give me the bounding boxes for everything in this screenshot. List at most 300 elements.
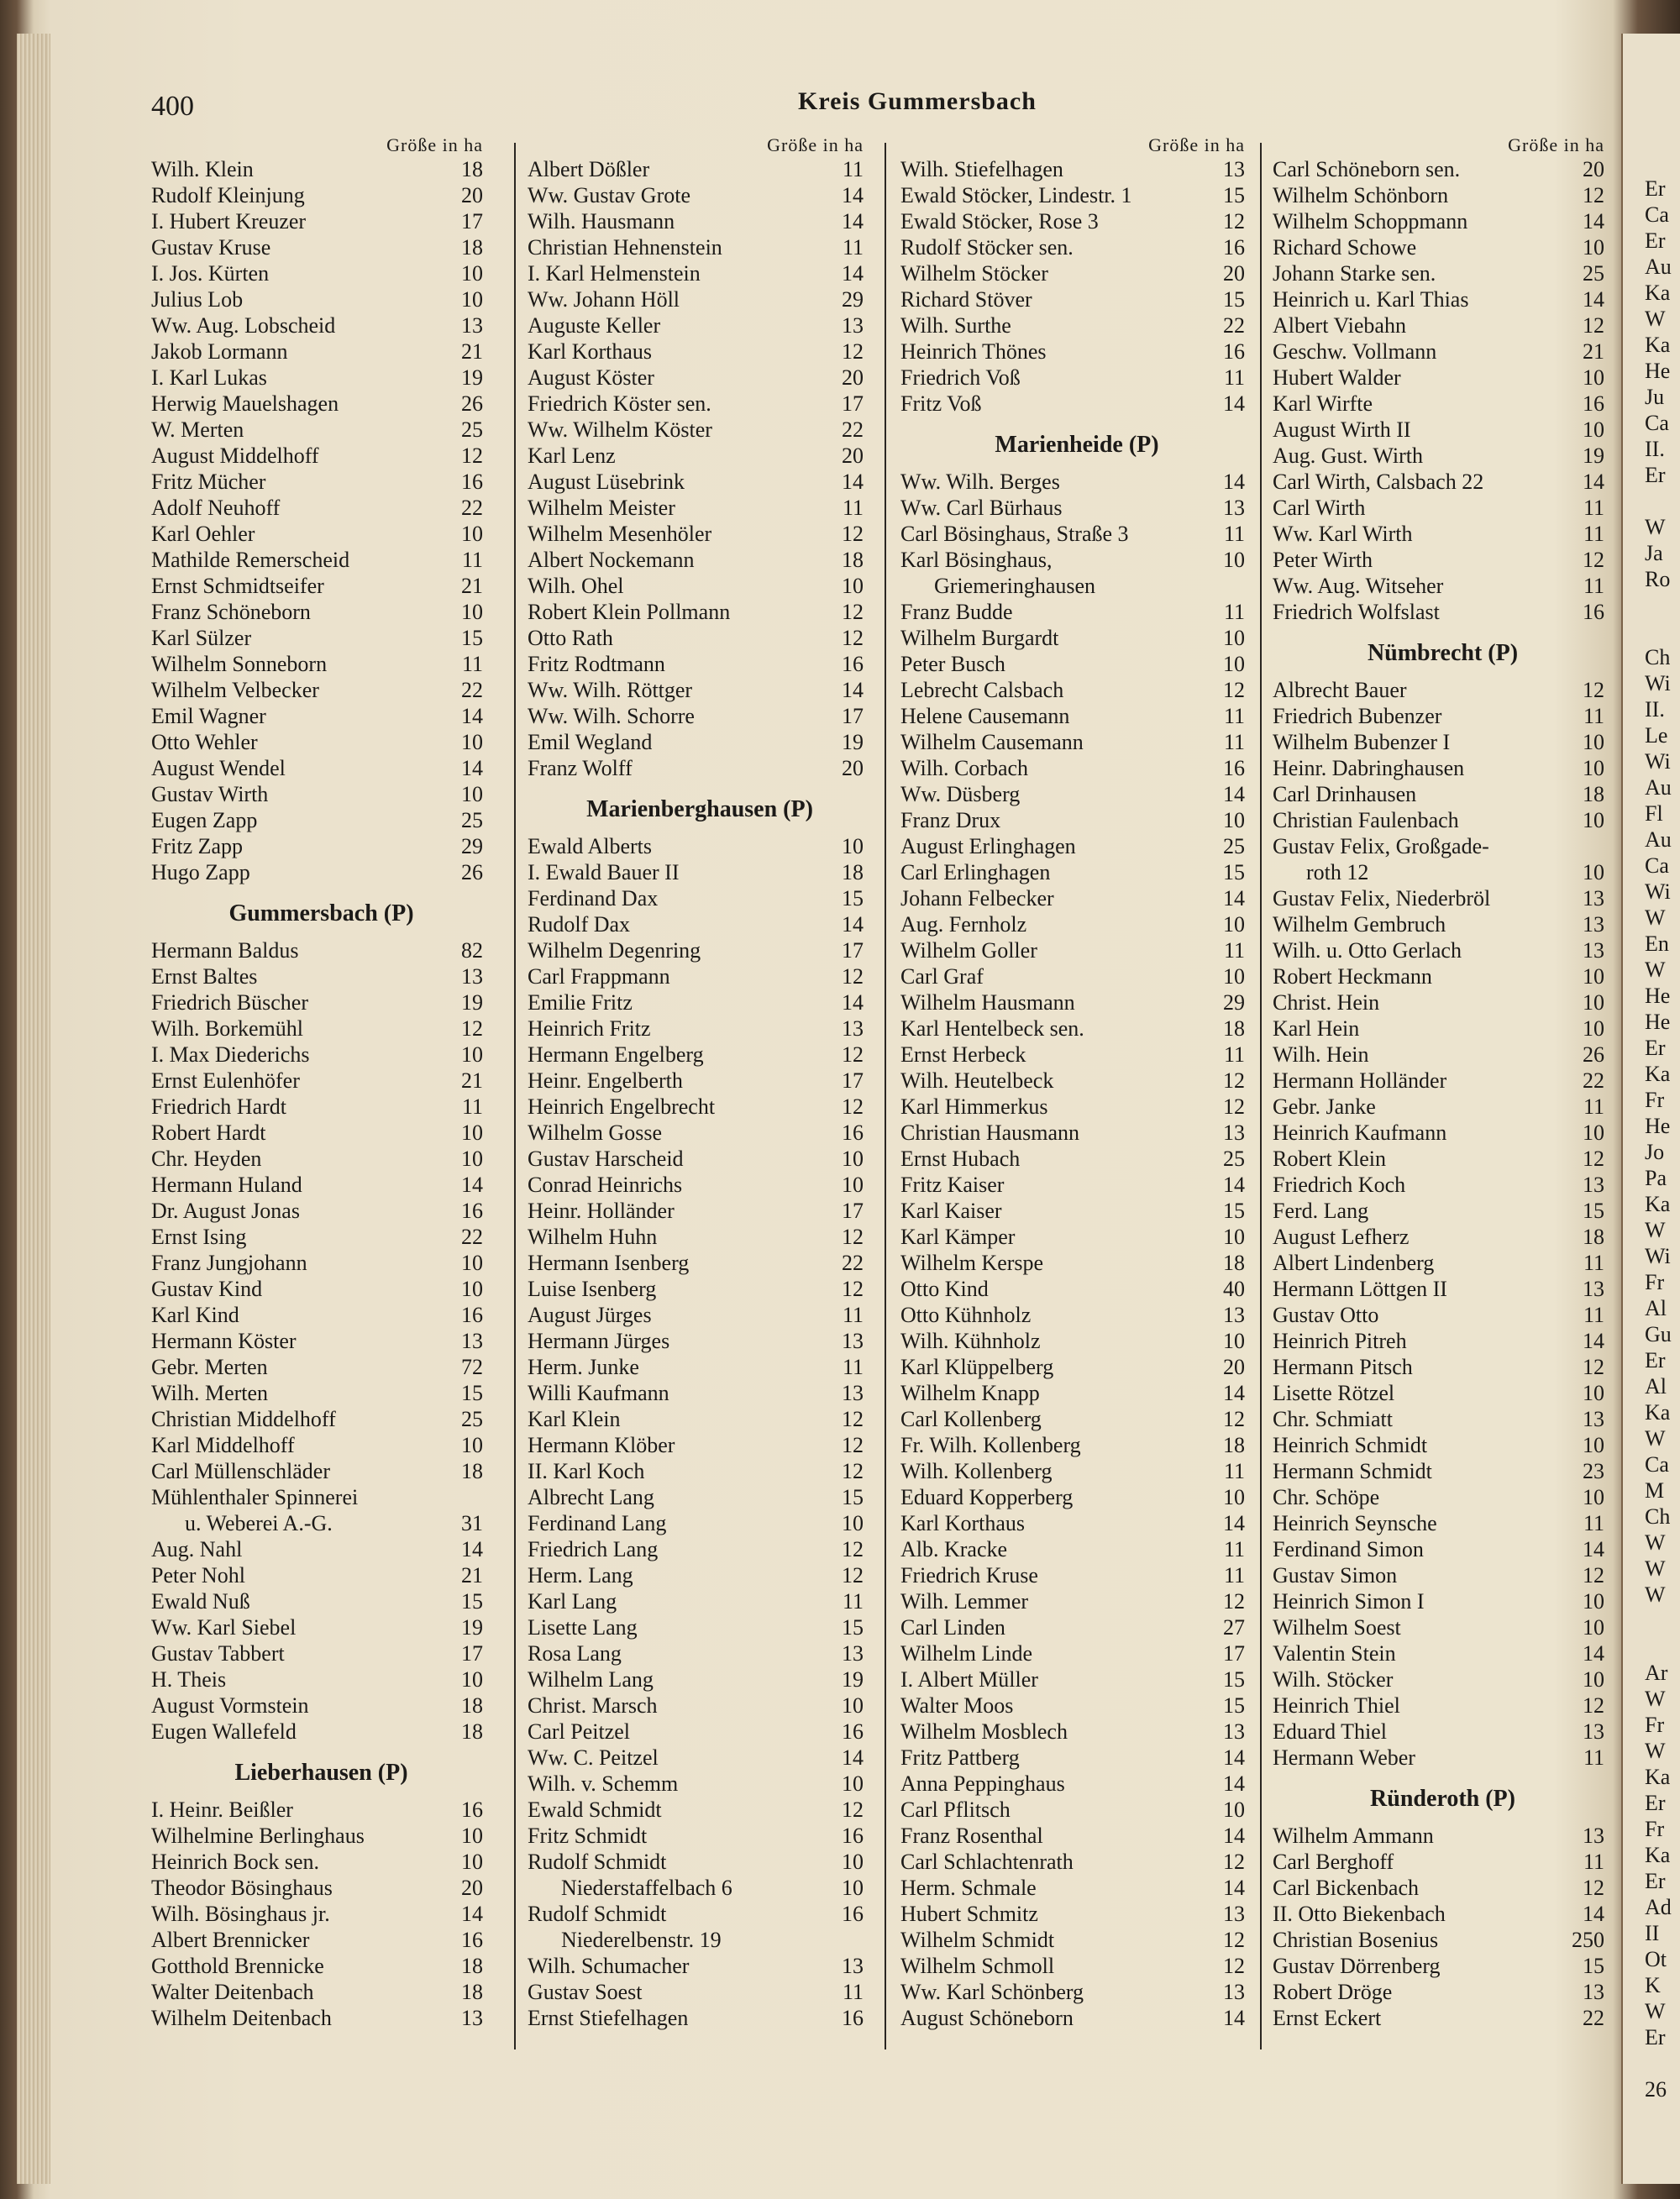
area-ha: 10 [1223, 964, 1245, 989]
list-item [151, 1588, 491, 1614]
facing-page-text: W [1645, 1530, 1666, 1555]
owner-name: Wilh. Hein [1273, 1042, 1369, 1067]
area-ha: 22 [461, 678, 483, 702]
list-item [1273, 911, 1613, 937]
owner-name: Carl Erlinghagen [900, 860, 1051, 884]
owner-name: Ww. Wilh. Berges [900, 470, 1060, 494]
list-item [151, 1068, 491, 1094]
list-item [151, 1406, 491, 1432]
list-item [1273, 1979, 1613, 2005]
list-item [528, 1406, 872, 1432]
list-item [528, 156, 872, 182]
facing-page-text: Ch [1645, 1504, 1671, 1529]
list-item [900, 781, 1253, 807]
list-item [151, 1562, 491, 1588]
owner-name: Wilhelm Mesenhöler [528, 522, 712, 546]
list-item [900, 1875, 1253, 1901]
owner-name: Christ. Marsch [528, 1693, 658, 1718]
area-ha: 10 [1583, 1433, 1604, 1457]
area-ha: 16 [842, 2006, 864, 2030]
list-item [528, 469, 872, 495]
area-ha: 13 [461, 964, 483, 989]
area-ha: 14 [842, 261, 864, 286]
list-item [528, 521, 872, 547]
list-item [528, 1328, 872, 1354]
list-item [900, 1562, 1253, 1588]
column-header: Größe in ha [1508, 134, 1604, 155]
area-ha: 12 [842, 1798, 864, 1822]
owner-name: Hermann Pitsch [1273, 1355, 1413, 1379]
list-item [528, 339, 872, 365]
owner-name: August Lüsebrink [528, 470, 685, 494]
area-ha: 10 [1583, 1667, 1604, 1692]
area-ha: 10 [1583, 1589, 1604, 1614]
column-4 [1273, 134, 1613, 2049]
area-ha: 14 [842, 183, 864, 207]
owner-name: Karl Sülzer [151, 626, 252, 650]
list-item [151, 1146, 491, 1172]
owner-name: Fr. Wilh. Kollenberg [900, 1433, 1081, 1457]
list-item [1273, 312, 1613, 339]
owner-name: Heinrich Fritz [528, 1016, 651, 1041]
list-item [1273, 365, 1613, 391]
area-ha: 16 [842, 1902, 864, 1926]
list-item [1273, 1198, 1613, 1224]
facing-page-text: Fr [1645, 1713, 1665, 1737]
list-item [900, 1588, 1253, 1614]
area-ha: 18 [461, 157, 483, 181]
list-item [1273, 1406, 1613, 1432]
area-ha: 18 [461, 1459, 483, 1483]
list-item [528, 208, 872, 234]
list-item [151, 443, 491, 469]
list-item [900, 807, 1253, 833]
area-ha: 19 [1583, 443, 1604, 468]
area-ha: 18 [1223, 1251, 1245, 1275]
area-ha: 14 [1223, 886, 1245, 911]
owner-name: Mühlenthaler Spinnerei [151, 1485, 359, 1509]
running-head: Kreis Gummersbach [798, 87, 1037, 115]
owner-name: Herwig Mauelshagen [151, 391, 339, 416]
area-ha: 14 [1223, 1771, 1245, 1796]
area-ha: 12 [1223, 678, 1245, 702]
list-item [900, 1250, 1253, 1276]
area-ha: 10 [1223, 548, 1245, 572]
area-ha: 18 [461, 1980, 483, 2004]
facing-page-text: Au [1645, 255, 1672, 279]
list-item [1273, 1849, 1613, 1875]
list-item [1273, 729, 1613, 755]
column-1 [151, 134, 491, 2049]
facing-page-text: W [1645, 1739, 1666, 1763]
owner-name: Ferdinand Simon [1273, 1537, 1424, 1561]
area-ha: 15 [1223, 1693, 1245, 1718]
owner-name: Carl Frappmann [528, 964, 670, 989]
owner-name: Wilh. Ohel [528, 574, 624, 598]
list-item [151, 469, 491, 495]
list-item [528, 234, 872, 260]
owner-name: Karl Hein [1273, 1016, 1360, 1041]
owner-name: Ernst Eulenhöfer [151, 1068, 300, 1093]
list-item [528, 443, 872, 469]
owner-name: I. Karl Helmenstein [528, 261, 701, 286]
owner-name: August Wendel [151, 756, 286, 780]
list-item [1273, 937, 1613, 963]
list-item [1273, 1823, 1613, 1849]
owner-name: I. Ewald Bauer II [528, 860, 680, 884]
facing-page-text: Fr [1645, 1088, 1665, 1112]
owner-name: Ewald Stöcker, Rose 3 [900, 209, 1099, 234]
list-item [151, 1901, 491, 1927]
list-item [1273, 495, 1613, 521]
area-ha: 13 [1223, 157, 1245, 181]
list-item [1273, 1172, 1613, 1198]
list-item [151, 339, 491, 365]
area-ha: 10 [461, 522, 483, 546]
owner-name: Otto Wehler [151, 730, 258, 754]
area-ha: 23 [1583, 1459, 1604, 1483]
list-item [900, 391, 1253, 417]
area-ha: 20 [1583, 157, 1604, 181]
owner-name: Robert Klein Pollmann [528, 600, 731, 624]
area-ha: 14 [842, 912, 864, 937]
area-ha: 22 [842, 417, 864, 442]
list-item [151, 1042, 491, 1068]
list-item [151, 1302, 491, 1328]
list-item [1273, 755, 1613, 781]
area-ha: 10 [842, 1693, 864, 1718]
owner-name: August Vormstein [151, 1693, 309, 1718]
facing-page-text: Pa [1645, 1166, 1667, 1190]
list-item [151, 1693, 491, 1719]
area-ha: 14 [842, 678, 864, 702]
list-item [900, 937, 1253, 963]
list-item [528, 1016, 872, 1042]
list-item [151, 1875, 491, 1901]
area-ha: 72 [461, 1355, 483, 1379]
area-ha: 27 [1223, 1615, 1245, 1640]
area-ha: 13 [461, 313, 483, 338]
list-item [151, 521, 491, 547]
area-ha: 10 [1223, 912, 1245, 937]
list-item [151, 365, 491, 391]
facing-page-text: Wi [1645, 1244, 1671, 1268]
list-item [528, 365, 872, 391]
area-ha: 21 [461, 1563, 483, 1588]
owner-name: Walter Deitenbach [151, 1980, 314, 2004]
facing-page-text: Ka [1645, 1192, 1671, 1216]
facing-page-text: Er [1645, 1869, 1666, 1893]
area-ha: 14 [842, 470, 864, 494]
owner-name: Karl Wirfte [1273, 391, 1373, 416]
area-ha: 14 [1583, 1537, 1604, 1561]
area-ha: 10 [461, 600, 483, 624]
list-item [528, 1771, 872, 1797]
owner-name: Herm. Schmale [900, 1876, 1037, 1900]
area-ha: 13 [1223, 1902, 1245, 1926]
list-item [151, 937, 491, 963]
area-ha: 10 [461, 1251, 483, 1275]
area-ha: 15 [1223, 183, 1245, 207]
list-item [528, 1484, 872, 1510]
facing-page-text: Ot [1645, 1947, 1667, 1971]
area-ha: 17 [842, 1199, 864, 1223]
owner-name: Peter Busch [900, 652, 1005, 676]
owner-name: Ewald Schmidt [528, 1798, 662, 1822]
owner-name: W. Merten [151, 417, 244, 442]
area-ha: 11 [1583, 1850, 1604, 1874]
area-ha: 22 [1223, 313, 1245, 338]
area-ha: 18 [1583, 782, 1604, 806]
facing-page-text: He [1645, 1010, 1671, 1034]
list-item [151, 755, 491, 781]
list-item [528, 1302, 872, 1328]
list-item [151, 989, 491, 1016]
area-ha: 13 [1583, 912, 1604, 937]
area-ha: 10 [461, 261, 483, 286]
area-ha: 11 [1583, 1303, 1604, 1327]
owner-name: Hermann Klöber [528, 1433, 675, 1457]
owner-name: Eugen Wallefeld [151, 1719, 297, 1744]
list-item [1273, 1562, 1613, 1588]
owner-name: Christian Faulenbach [1273, 808, 1459, 832]
area-ha: 10 [1583, 1485, 1604, 1509]
area-ha: 12 [842, 1537, 864, 1561]
list-item [528, 2005, 872, 2031]
area-ha: 17 [842, 1068, 864, 1093]
owner-name: Wilh. Surthe [900, 313, 1011, 338]
facing-page-text: Er [1645, 1348, 1666, 1372]
list-item [528, 1068, 872, 1094]
owner-name: Ww. Gustav Grote [528, 183, 690, 207]
owner-name: August Erlinghagen [900, 834, 1076, 858]
area-ha: 13 [1583, 1719, 1604, 1744]
list-item [1273, 1250, 1613, 1276]
page-edge-stack [17, 34, 50, 2184]
list-item [900, 521, 1253, 547]
area-ha: 11 [1223, 600, 1245, 624]
owner-name: Wilhelm Causemann [900, 730, 1084, 754]
area-ha: 13 [1223, 1120, 1245, 1145]
list-item [528, 1536, 872, 1562]
area-ha: 13 [842, 1954, 864, 1978]
list-item [528, 1172, 872, 1198]
area-ha: 11 [461, 548, 483, 572]
facing-page-text: II [1645, 1921, 1660, 1945]
list-item [1273, 573, 1613, 599]
area-ha: 13 [842, 313, 864, 338]
list-item [900, 1328, 1253, 1354]
owner-name: Ernst Stiefelhagen [528, 2006, 689, 2030]
area-ha: 14 [842, 1745, 864, 1770]
owner-name: Eduard Thiel [1273, 1719, 1387, 1744]
area-ha: 14 [1583, 209, 1604, 234]
area-ha: 12 [1583, 1876, 1604, 1900]
owner-name: Heinrich Kaufmann [1273, 1120, 1447, 1145]
list-item [1273, 963, 1613, 989]
area-ha: 10 [842, 1850, 864, 1874]
owner-name: Lisette Rötzel [1273, 1381, 1395, 1405]
list-item [528, 1562, 872, 1588]
owner-name: u. Weberei A.-G. [185, 1511, 333, 1535]
owner-name: Carl Pflitsch [900, 1798, 1011, 1822]
list-item [1273, 1328, 1613, 1354]
owner-name: Adolf Neuhoff [151, 496, 281, 520]
owner-name: Rudolf Stöcker sen. [900, 235, 1074, 260]
owner-name: Fritz Pattberg [900, 1745, 1020, 1770]
owner-name: Heinrich Schmidt [1273, 1433, 1428, 1457]
owner-name: Ww. Karl Schönberg [900, 1980, 1084, 2004]
area-ha: 12 [842, 522, 864, 546]
list-item [900, 859, 1253, 885]
facing-page-text: Ka [1645, 1062, 1671, 1086]
list-item [900, 1042, 1253, 1068]
area-ha: 12 [842, 1042, 864, 1067]
list-item [1273, 1380, 1613, 1406]
list-item [900, 495, 1253, 521]
list-item [151, 625, 491, 651]
area-ha: 25 [461, 808, 483, 832]
list-item [528, 260, 872, 286]
owner-name: H. Theis [151, 1667, 227, 1692]
area-ha: 18 [1223, 1016, 1245, 1041]
owner-name: Emilie Fritz [528, 990, 633, 1015]
owner-name: II. Otto Biekenbach [1273, 1902, 1446, 1926]
list-item [151, 651, 491, 677]
list-item [151, 1380, 491, 1406]
list-item [151, 1094, 491, 1120]
owner-name: I. Hubert Kreuzer [151, 209, 307, 234]
list-item [900, 260, 1253, 286]
owner-name: Heinrich Pitreh [1273, 1329, 1407, 1353]
list-item [151, 182, 491, 208]
list-item [900, 312, 1253, 339]
area-ha: 22 [461, 1225, 483, 1249]
section-heading: Lieberhausen (P) [234, 1760, 408, 1787]
list-item [151, 1276, 491, 1302]
page-header [0, 84, 1680, 122]
owner-name: Friedrich Köster sen. [528, 391, 711, 416]
list-item [900, 833, 1253, 859]
list-item [1273, 469, 1613, 495]
owner-name: Ww. Wilhelm Köster [528, 417, 712, 442]
owner-name: Wilhelm Schoppmann [1273, 209, 1468, 234]
facing-page-text: Ja [1645, 541, 1663, 565]
owner-name: Ww. Düsberg [900, 782, 1021, 806]
list-item [900, 469, 1253, 495]
section-heading: Marienberghausen (P) [586, 796, 813, 823]
area-ha: 12 [1583, 313, 1604, 338]
owner-name: Albert Lindenberg [1273, 1251, 1435, 1275]
list-item [528, 1146, 872, 1172]
list-item [900, 339, 1253, 365]
area-ha: 11 [842, 157, 864, 181]
list-item [900, 1797, 1253, 1823]
owner-name: Wilh. Hausmann [528, 209, 675, 234]
area-ha: 12 [842, 1407, 864, 1431]
owner-name: Mathilde Remerscheid [151, 548, 350, 572]
list-item [528, 1380, 872, 1406]
owner-name: Wilhelmine Berlinghaus [151, 1824, 365, 1848]
list-item [900, 1953, 1253, 1979]
area-ha: 10 [1223, 626, 1245, 650]
facing-page-text: Fr [1645, 1270, 1665, 1294]
area-ha: 11 [842, 235, 864, 260]
area-ha: 82 [461, 938, 483, 963]
owner-name: Wilhelm Gosse [528, 1120, 662, 1145]
list-item [1273, 1693, 1613, 1719]
area-ha: 12 [1223, 209, 1245, 234]
owner-name: Eduard Kopperberg [900, 1485, 1074, 1509]
area-ha: 10 [1223, 1225, 1245, 1249]
list-item [151, 1458, 491, 1484]
area-ha: 10 [461, 1850, 483, 1874]
area-ha: 14 [1223, 782, 1245, 806]
owner-name: August Jürges [528, 1303, 652, 1327]
list-item [151, 417, 491, 443]
list-item [1273, 807, 1613, 833]
area-ha: 19 [842, 1667, 864, 1692]
list-item [900, 1224, 1253, 1250]
list-item [151, 391, 491, 417]
area-ha: 14 [1583, 1641, 1604, 1666]
list-item [900, 885, 1253, 911]
list-item [151, 1198, 491, 1224]
area-ha: 12 [1583, 1355, 1604, 1379]
list-item [1273, 1640, 1613, 1666]
facing-page-text: Ch [1645, 645, 1671, 669]
list-item [528, 989, 872, 1016]
owner-name: Karl Lang [528, 1589, 617, 1614]
area-ha: 26 [1583, 1042, 1604, 1067]
facing-page-text: Au [1645, 827, 1672, 852]
area-ha: 10 [842, 1511, 864, 1535]
owner-name: Karl Klüppelberg [900, 1355, 1054, 1379]
owner-name: Carl Linden [900, 1615, 1005, 1640]
facing-page-text: W [1645, 1687, 1666, 1711]
list-item [528, 1354, 872, 1380]
area-ha: 14 [1223, 1381, 1245, 1405]
owner-name: Gustav Tabbert [151, 1641, 285, 1666]
column-header: Größe in ha [767, 134, 864, 155]
area-ha: 15 [1223, 1199, 1245, 1223]
area-ha: 20 [842, 365, 864, 390]
area-ha: 12 [842, 1094, 864, 1119]
owner-name: Hermann Engelberg [528, 1042, 704, 1067]
owner-name: Wilhelm Knapp [900, 1381, 1040, 1405]
area-ha: 14 [1223, 1824, 1245, 1848]
list-item [151, 781, 491, 807]
area-ha: 12 [1223, 1094, 1245, 1119]
area-ha: 14 [461, 1902, 483, 1926]
facing-page-text: He [1645, 984, 1671, 1008]
owner-name: Lisette Lang [528, 1615, 638, 1640]
area-ha: 11 [842, 1589, 864, 1614]
area-ha: 14 [461, 756, 483, 780]
column-3 [900, 134, 1253, 2049]
owner-name: Rudolf Dax [528, 912, 631, 937]
owner-name: Wilhelm Burgardt [900, 626, 1059, 650]
area-ha: 12 [842, 626, 864, 650]
area-ha: 10 [461, 1042, 483, 1067]
owner-name: Gustav Kruse [151, 235, 271, 260]
area-ha: 10 [461, 1147, 483, 1171]
list-item [1273, 1432, 1613, 1458]
list-item [1273, 1745, 1613, 1771]
list-item [151, 1224, 491, 1250]
list-item [528, 755, 872, 781]
facing-page-text: Er [1645, 463, 1666, 487]
